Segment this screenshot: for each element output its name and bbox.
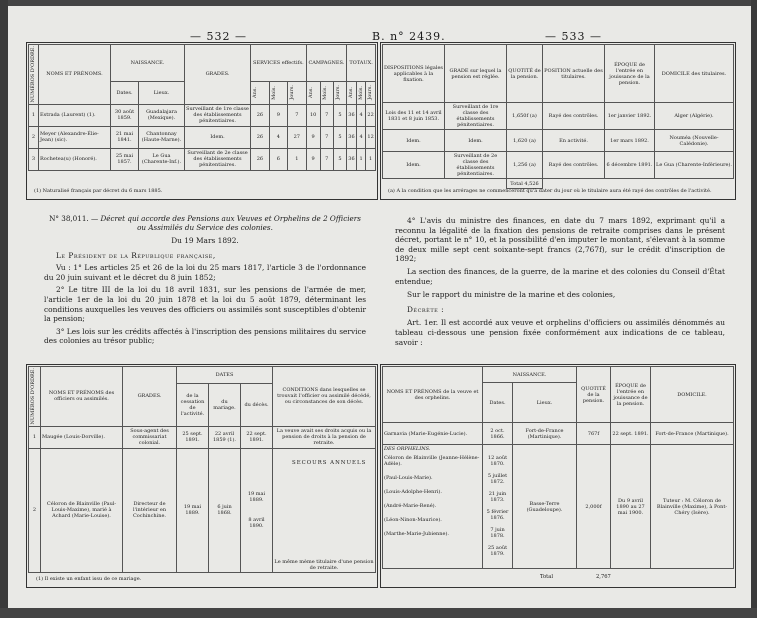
col-numero: NUMÉROS D'ORDRE. [30, 368, 36, 425]
table-row: 1 Maugée (Louis-Dorville). Sous-agent des commissariat colonial. 25 sept. 1891. 22 avril 1859 (1). 22 sept. 1891. La veuve avait ses droits acquis ou la pension de droits à la pension de retraite. [29, 426, 376, 448]
col-totaux: TOTAUX. [347, 45, 376, 82]
bottom-total: Total [540, 574, 554, 580]
col-epoque: ÉPOQUE de l'entrée en jouissance de la pension. [611, 367, 651, 423]
decree-president: Le Président de la République française, [56, 250, 216, 260]
col-lieux: Lieux. [139, 81, 185, 104]
top-footnote-left: (1) Naturalisé français par décret du 6 mars 1885. [34, 188, 163, 194]
col-naissance: NAISSANCE. [111, 45, 185, 82]
decree-heading: N° 38,011. — Décret qui accorde des Pensions aux Veuves et Orphelins de 2 Officiers ou Assimilés du Service des colonies. [49, 214, 361, 232]
scan-edge-bottom [0, 608, 757, 618]
scan-edge-left [0, 0, 8, 618]
col-quotite: QUOTITÉ de la pension. [507, 45, 543, 103]
col-domicile: DOMICILE des titulaires. [655, 45, 734, 103]
col-domicile: DOMICILE. [651, 367, 734, 423]
decree-para-3: 3° Les lois sur les crédits affectés à l'inscription des pensions militaires du service des colonies au trésor public; [44, 326, 366, 346]
col-grades: GRADES. [185, 45, 251, 105]
bottom-footnote: (1) Il existe un enfant issu de ce mariage. [36, 576, 142, 582]
decree-para-2: 2° Le titre III de la loi du 18 avril 1831, sur les pensions de l'armée de mer, l'article 1er de la loi du 20 juin 1878 et la loi du 5 août 1879, déterminant les conditions auxquelles les veuves des officiers ou assimilés sont susceptibles d'obtenir la pension; [44, 285, 366, 324]
col-services: SERVICES effectifs. [251, 45, 307, 82]
col-position: POSITION actuelle des titulaires. [543, 45, 605, 103]
right-page-number: — 533 — [545, 30, 602, 43]
table-row: Lois des 11 et 14 avril 1831 et 8 juin 1853. Surveillant de 1re classe des établissements pénitentiaires. 1,650f (a) Rayé des contrôles. 1er janvier 1892. Alger (Algérie). [383, 103, 734, 130]
table-row: 2 Céloron de Blainville (Paul-Louis-Maxime), marié à Achard (Marie-Louise). Directeur de l'intérieur en Cochinchine. 19 mai 1889. 6 juin 1868. 19 mai 1889. 8 avril 1890. Le même mème titulaire d'une pension de retraite. [29, 448, 376, 572]
decree-article-1: Art. 1er. Il est accordé aux veuve et orphelins d'officiers ou assimilés dénommés au tableau ci-dessous une pension fixée conformément aux indications de ce tableau, savoir : [395, 318, 725, 347]
table-row: Garnavia (Marie-Eugénie-Lucie). 2 oct. 1866. Fort-de-France (Martinique). 767f 22 sept. 1891. Fort-de-France (Martinique). [383, 423, 734, 445]
decree-decrete: Décrète : [407, 304, 445, 314]
top-table-right [382, 44, 734, 189]
col-noms-veuve: NOMS ET PRÉNOMS de la veuve et des orphelins. [383, 367, 483, 423]
decree-date: Du 19 Mars 1892. [171, 236, 239, 245]
col-epoque: ÉPOQUE de l'entrée en jouissance de la pension. [605, 45, 655, 103]
bottom-table-right: NOMS ET PRÉNOMS de la veuve et des orphelins. NAISSANCE. QUOTITÉ de la pension. ÉPOQUE de l'entrée en jouissance de la pension. DOMICILE. Dates. Lieux. Garnavia (Marie-Eugénie-Lucie). 2 oct. 1866. Fort-de-France (Martinique). 767f 22 sept. 1891. Fort-de-France (Martinique). DES ORPHELINS. Céloron de Blainville (Jeanne-Hélène-Adèle). (Paul-Louis-Marie). (Louis-Adolphe-Henri). (André-Marie-René). (Léon-Ninon-Maurice). (Marthe-Marie-Jubienne). 12 août 1870. 5 juillet 1872. 21 juin 1873. 5 février 1876. 7 juin 1878. 25 août 1879. Basse-Terre (Guadeloupe). 2,000f Du 9 avril 1890 au 27 mai 1900. Tuteur : M. Céloron de Blainville (Maxime), à Pont-Chéry (Isère). [382, 366, 734, 569]
col-dates: DATES [177, 367, 273, 384]
secours-annuels-label: SECOURS ANNUELS [292, 460, 367, 466]
table-row: 3 Rochetea(u) (Honoré). 25 mai 1857. Le Gua (Charente-Inf.). Surveillant de 2e classe des établissements pénitentiaires. 26 6 1 9 7 5 36 1 1 [29, 148, 376, 170]
col-grade-pension: GRADE sur lequel la pension est réglée. [445, 45, 507, 103]
decree-para-4: 4° L'avis du ministre des finances, en date du 7 mars 1892, exprimant qu'il a reconnu la légalité de la fixation des pensions de retraite comprises dans le présent décret, portant le n° 10, et la possibilité d'en imputer le montant, s'élevant à la somme de deux mille sept cent soixante-sept francs (2,767f), sur le crédit d'inscription de 1892; [395, 216, 725, 264]
scan-edge-top [0, 0, 757, 6]
col-noms-officiers: NOMS ET PRÉNOMS des officiers ou assimilés. [41, 367, 123, 427]
top-table-left: NUMÉROS D'ORDRE. NOMS ET PRÉNOMS. NAISSANCE. GRADES. SERVICES effectifs. CAMPAGNES. TOTAUX. Dates. Lieux. Ans. Mois. Jours. Ans. Mois. Jours. Ans. Mois. Jours. 1 Estrada (Laurent) (1). 30 août 1859. Guadalajara (Mexique). Surveillant de 1re classe des établissements pénitentiaires. 26 9 7 10 7 5 36 4 22 2 Meyer (Alexandre-Élie-Jean) (sic). 21 mai 1841. Chantonnay (Haute-Marne). Idem. 26 4 27 9 7 5 36 4 12 3 Rochetea(u) (Honoré). 25 mai 1857. Le Gua (Charente-Inf.). Surveillant de 2e classe des établissements pénitentiaires. 26 6 1 9 7 5 36 1 1 [30, 46, 374, 168]
decree-para-6: Sur le rapport du ministre de la marine et des colonies, [407, 290, 616, 300]
table-row: 2 Meyer (Alexandre-Élie-Jean) (sic). 21 mai 1841. Chantonnay (Haute-Marne). Idem. 26 4 27 9 7 5 36 4 12 [29, 126, 376, 148]
table-row: DES ORPHELINS. Céloron de Blainville (Jeanne-Hélène-Adèle). (Paul-Louis-Marie). (Louis-Adolphe-Henri). (André-Marie-René). (Léon-Ninon-Maurice). (Marthe-Marie-Jubienne). 12 août 1870. 5 juillet 1872. 21 juin 1873. 5 février 1876. 7 juin 1878. 25 août 1879. Basse-Terre (Guadeloupe). 2,000f Du 9 avril 1890 au 27 mai 1900. Tuteur : M. Céloron de Blainville (Maxime), à Pont-Chéry (Isère). [383, 445, 734, 569]
table-row: 1 Estrada (Laurent) (1). 30 août 1859. Guadalajara (Mexique). Surveillant de 1re classe des établissements pénitentiaires. 26 9 7 10 7 5 36 4 22 [29, 104, 376, 126]
col-quotite: QUOTITÉ de la pension. [577, 367, 611, 423]
top-footnote-right: (a) A la condition que les arrérages ne commenceront qu'à dater du jour où le titulaire aura été rayé des contrôles de l'activité. [388, 188, 712, 194]
col-conditions: CONDITIONS dans lesquelles se trouvait l'officier ou assimilé décédé, ou circonstances de son décès. [273, 367, 376, 427]
total-row: Total 4,526 [383, 179, 734, 189]
table-row: Idem. Surveillant de 2e classe des établissements pénitentiaires. 1,256 (a) Rayé des contrôles. 6 décembre 1891. Le Gua (Charente-Inférieure). [383, 152, 734, 179]
table-row: Idem. Idem. 1,620 (a) En activité. 1er mars 1892. Nouméa (Nouvelle-Calédonie). [383, 130, 734, 152]
bulletin-number: B. n° 2439. [372, 30, 446, 43]
left-page-number: — 532 — [190, 30, 247, 43]
decree-right-column [395, 216, 725, 347]
col-dispositions: DISPOSITIONS légales applicables à la fixation. [383, 45, 445, 103]
col-noms: NOMS ET PRÉNOMS. [39, 45, 111, 105]
col-dates: Dates. [111, 81, 139, 104]
col-naissance: NAISSANCE. [483, 367, 577, 383]
bottom-table-left: NUMÉROS D'ORDRE. NOMS ET PRÉNOMS des officiers ou assimilés. GRADES. DATES CONDITIONS dans lesquelles se trouvait l'officier ou assimilé décédé, ou circonstances de son décès. de la cessation de l'activité. du mariage. du décès. 1 Maugée (Louis-Dorville). Sous-agent des commissariat colonial. 25 sept. 1891. 22 avril 1859 (1). 22 sept. 1891. La veuve avait ses droits acquis ou la pension de droits à la pension de retraite. 2 Céloron de Blainville (Paul-Louis-Maxime), marié à Achard (Marie-Louise). Directeur de l'intérieur en Cochinchine. 19 mai 1889. 6 juin 1868. 19 mai 1889. 8 avril 1890. Le même mème titulaire d'une pension de retraite. [30, 368, 374, 571]
bottom-total-value: 2,767 [596, 574, 611, 580]
col-campagnes: CAMPAGNES. [306, 45, 346, 82]
scan-edge-right [751, 0, 757, 618]
decree-left-column [44, 214, 366, 346]
decree-para-5: La section des finances, de la guerre, de la marine et des colonies du Conseil d'État entendue; [395, 266, 725, 286]
col-numero: NUMÉROS D'ORDRE. [30, 46, 36, 103]
col-grades: GRADES. [123, 367, 177, 427]
decree-para-1: Vu : 1° Les articles 25 et 26 de la loi du 25 mars 1817, l'article 3 de l'ordonnance du 20 juin suivant et le décret du 8 juin 1852; [44, 263, 366, 282]
